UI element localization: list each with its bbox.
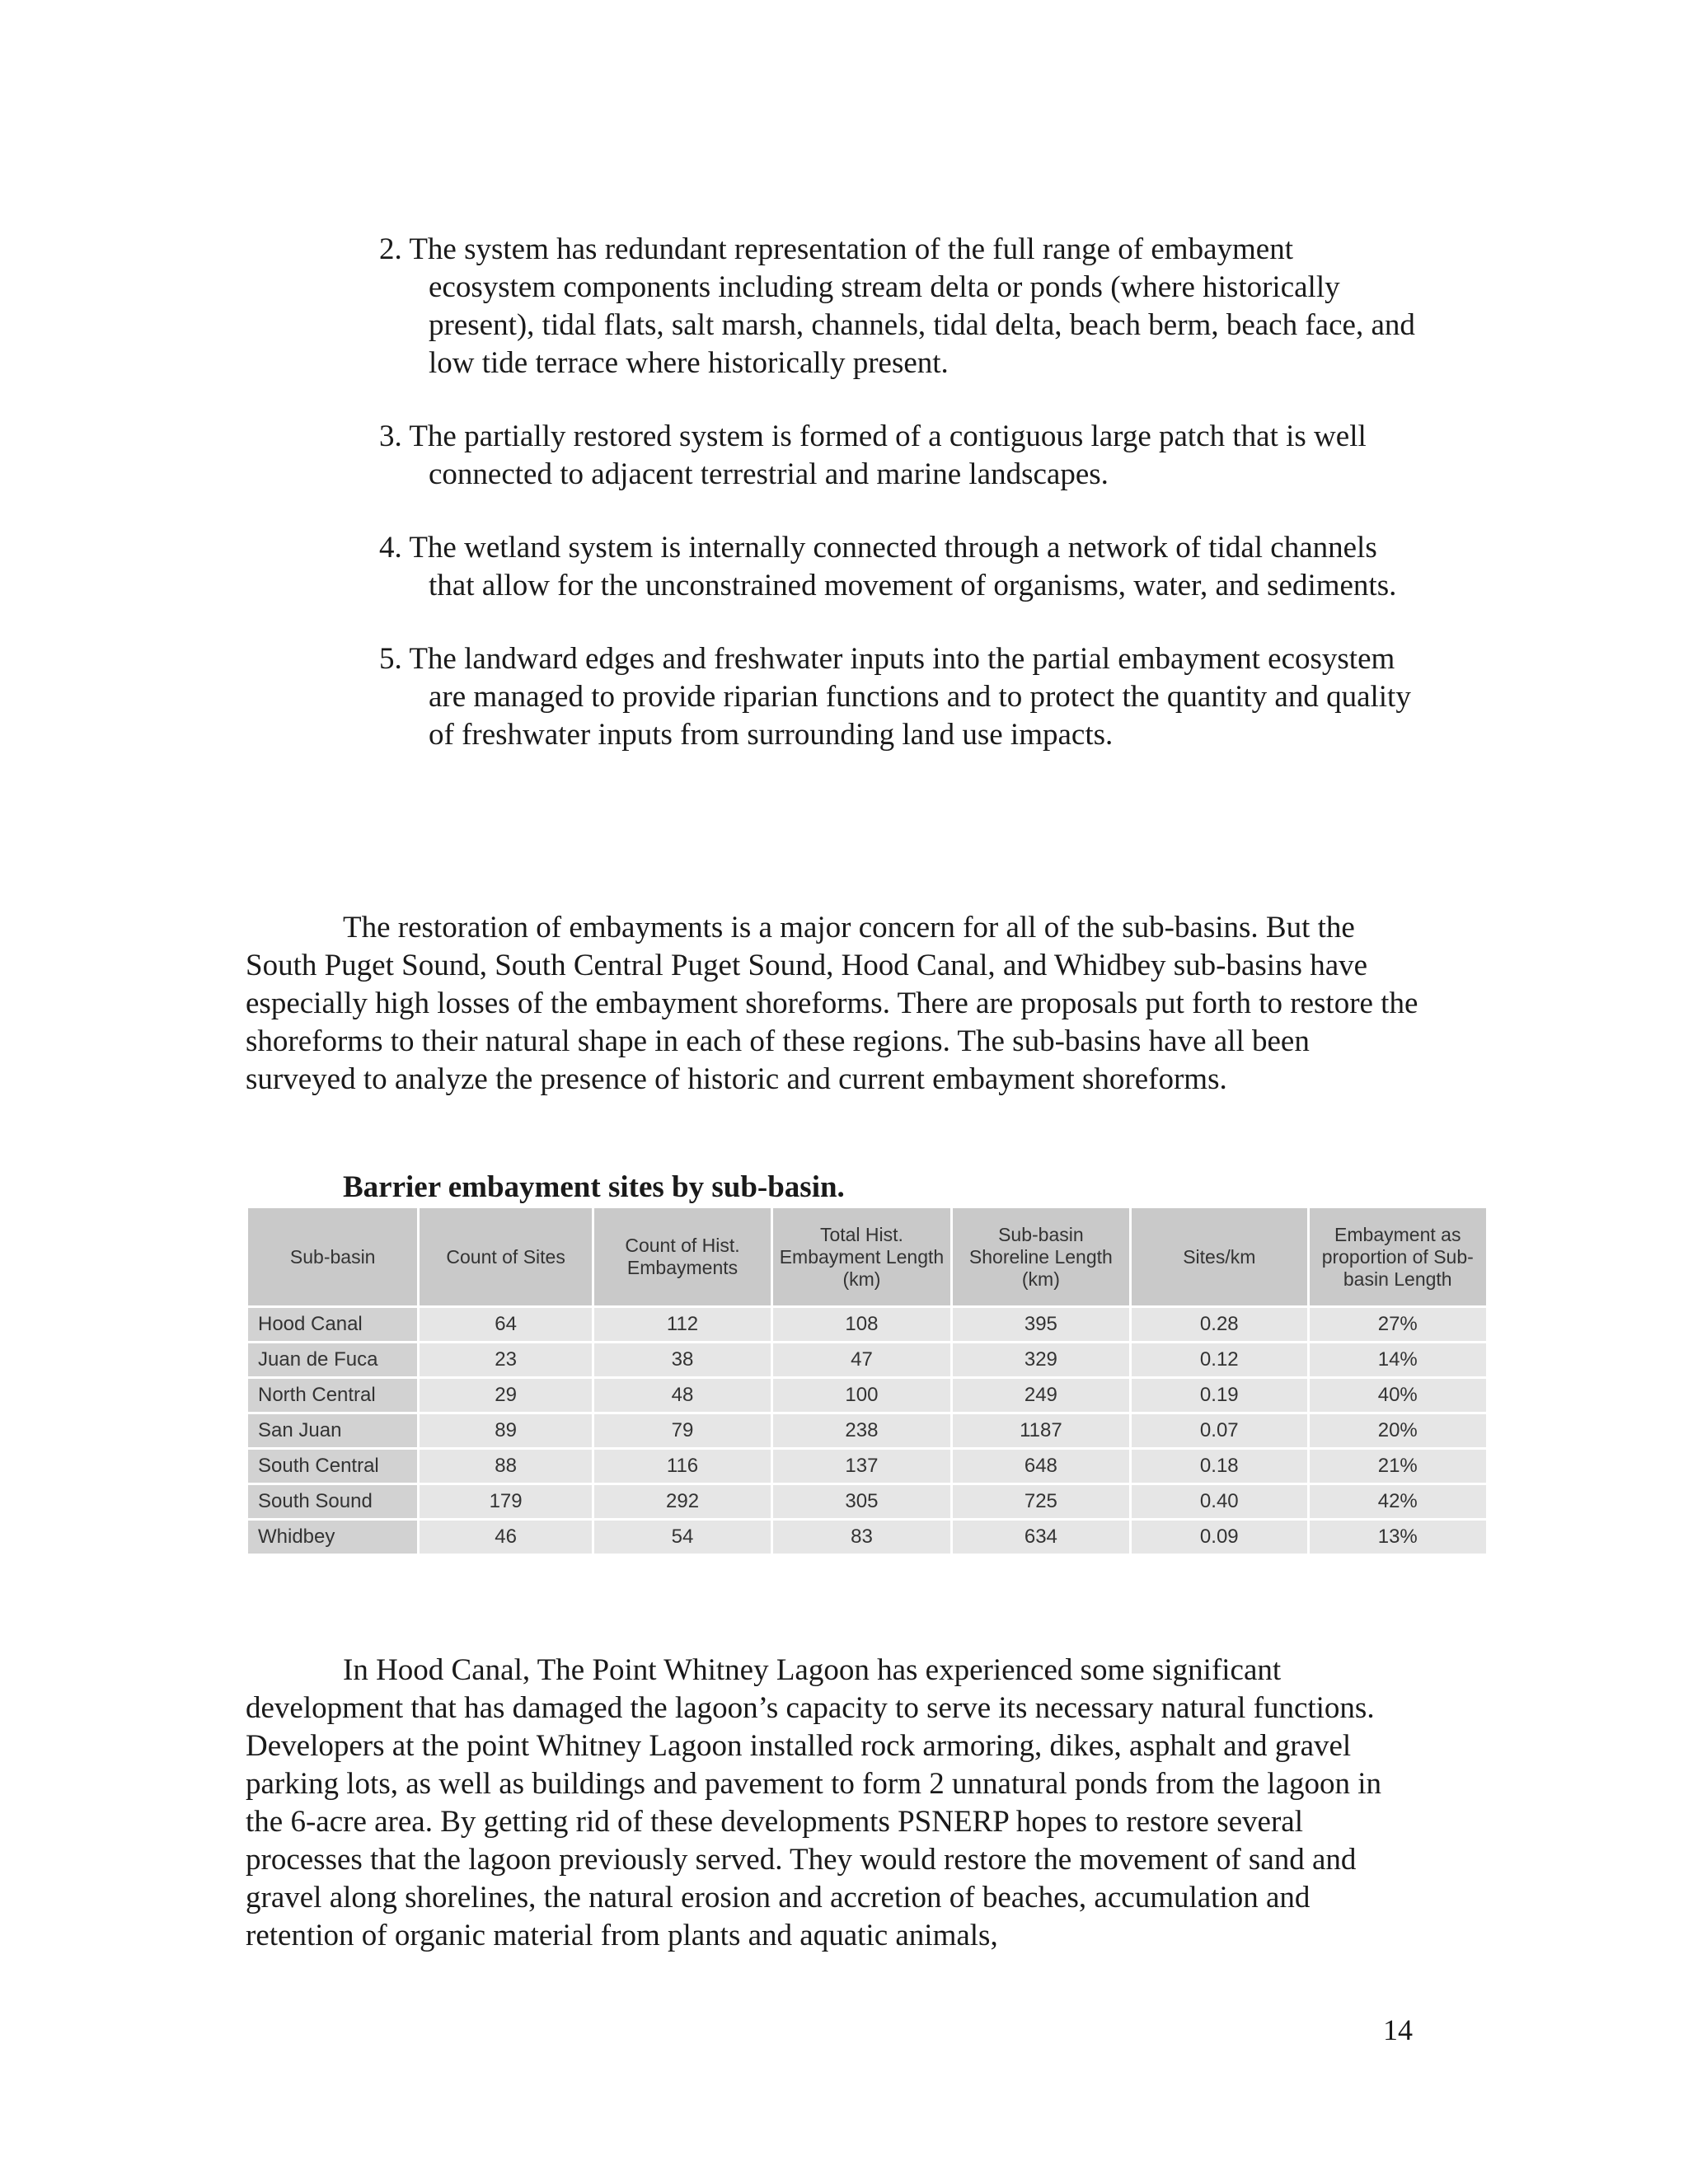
cell-count-of-sites: 46 — [420, 1521, 591, 1554]
cell-count-hist-embayments: 38 — [594, 1343, 771, 1376]
paragraph-hood-canal: In Hood Canal, The Point Whitney Lagoon has experienced some significant development that has damaged the lagoon’s capacity to serve its necessary natural functions. Developers at the point Whitney Lagoon installed rock armoring, dikes, asphalt and gravel parking lots, as well as buildings and pavement to form 2 unnatural ponds from the lagoon in the 6-acre area. By getting rid of these developments PSNERP hopes to restore several processes that the lagoon previously served. They would restore the movement of sand and gravel along shorelines, the natural erosion and accretion of beaches, accumulation and retention of organic material from plants and aquatic animals, — [246, 1653, 1381, 1952]
cell-sites-per-km: 0.19 — [1132, 1379, 1306, 1412]
cell-embayment-proportion: 13% — [1310, 1521, 1487, 1554]
cell-shoreline-length: 634 — [953, 1521, 1129, 1554]
criteria-item-4: 4. The wetland system is internally connected through a network of tidal channels that allow for the unconstrained movement of organisms, water, and sediments. — [379, 531, 1397, 602]
cell-sites-per-km: 0.28 — [1132, 1308, 1306, 1341]
cell-count-hist-embayments: 79 — [594, 1414, 771, 1447]
criteria-item-5: 5. The landward edges and freshwater inputs into the partial embayment ecosystem are managed to provide riparian functions and to protect the quantity and quality of freshwater inputs from surrounding land use impacts. — [379, 642, 1411, 752]
table-header-row — [248, 1208, 1486, 1305]
cell-sub-basin: Juan de Fuca — [248, 1343, 417, 1376]
cell-sub-basin: South Sound — [248, 1485, 417, 1518]
header-total-hist-length: Total Hist. Embayment Length (km) — [773, 1208, 950, 1305]
header-count-of-sites: Count of Sites — [420, 1208, 591, 1305]
table-row — [248, 1414, 1486, 1447]
header-count-hist-embayments: Count of Hist. Embayments — [594, 1208, 771, 1305]
cell-embayment-proportion: 27% — [1310, 1308, 1487, 1341]
cell-sub-basin: Hood Canal — [248, 1308, 417, 1341]
cell-sites-per-km: 0.12 — [1132, 1343, 1306, 1376]
header-sub-basin: Sub-basin — [248, 1208, 417, 1305]
table-row — [248, 1379, 1486, 1412]
cell-count-of-sites: 64 — [420, 1308, 591, 1341]
cell-count-of-sites: 88 — [420, 1450, 591, 1483]
cell-count-of-sites: 23 — [420, 1343, 591, 1376]
cell-embayment-proportion: 21% — [1310, 1450, 1487, 1483]
cell-shoreline-length: 395 — [953, 1308, 1129, 1341]
cell-count-hist-embayments: 292 — [594, 1485, 771, 1518]
cell-count-hist-embayments: 48 — [594, 1379, 771, 1412]
header-embayment-proportion: Embayment as proportion of Sub-basin Length — [1310, 1208, 1487, 1305]
cell-total-hist-length: 47 — [773, 1343, 950, 1376]
criteria-item-2: 2. The system has redundant representation of the full range of embayment ecosystem components including stream delta or ponds (where historically present), tidal flats, salt marsh, channels, tidal delta, beach berm, beach face, and low tide terrace where historically present. — [379, 232, 1415, 380]
cell-count-hist-embayments: 54 — [594, 1521, 771, 1554]
cell-shoreline-length: 249 — [953, 1379, 1129, 1412]
criteria-item-3: 3. The partially restored system is formed of a contiguous large patch that is well connected to adjacent terrestrial and marine landscapes. — [379, 419, 1367, 491]
cell-embayment-proportion: 40% — [1310, 1379, 1487, 1412]
cell-total-hist-length: 238 — [773, 1414, 950, 1447]
cell-total-hist-length: 100 — [773, 1379, 950, 1412]
cell-count-hist-embayments: 116 — [594, 1450, 771, 1483]
cell-count-hist-embayments: 112 — [594, 1308, 771, 1341]
table-row — [248, 1485, 1486, 1518]
cell-total-hist-length: 108 — [773, 1308, 950, 1341]
header-shoreline-length: Sub-basin Shoreline Length (km) — [953, 1208, 1129, 1305]
table-row — [248, 1450, 1486, 1483]
cell-shoreline-length: 329 — [953, 1343, 1129, 1376]
table-row — [248, 1521, 1486, 1554]
cell-sub-basin: Whidbey — [248, 1521, 417, 1554]
cell-count-of-sites: 29 — [420, 1379, 591, 1412]
header-sites-per-km: Sites/km — [1132, 1208, 1306, 1305]
cell-sites-per-km: 0.18 — [1132, 1450, 1306, 1483]
page-number: 14 — [1383, 2013, 1413, 2046]
table-caption: Barrier embayment sites by sub-basin. — [343, 1170, 845, 1204]
cell-sites-per-km: 0.40 — [1132, 1485, 1306, 1518]
cell-sites-per-km: 0.07 — [1132, 1414, 1306, 1447]
cell-sub-basin: South Central — [248, 1450, 417, 1483]
criteria-list — [379, 231, 1418, 790]
cell-embayment-proportion: 20% — [1310, 1414, 1487, 1447]
cell-shoreline-length: 725 — [953, 1485, 1129, 1518]
cell-sites-per-km: 0.09 — [1132, 1521, 1306, 1554]
cell-total-hist-length: 305 — [773, 1485, 950, 1518]
cell-count-of-sites: 179 — [420, 1485, 591, 1518]
cell-embayment-proportion: 42% — [1310, 1485, 1487, 1518]
cell-count-of-sites: 89 — [420, 1414, 591, 1447]
cell-sub-basin: San Juan — [248, 1414, 417, 1447]
cell-sub-basin: North Central — [248, 1379, 417, 1412]
table-row — [248, 1308, 1486, 1341]
cell-total-hist-length: 83 — [773, 1521, 950, 1554]
embayment-table — [246, 1206, 1489, 1556]
paragraph-restoration: The restoration of embayments is a major concern for all of the sub-basins. But the South Puget Sound, South Central Puget Sound, Hood Canal, and Whidbey sub-basins have especially high losses of the embayment shoreforms. There are proposals put forth to restore the shoreforms to their natural shape in each of these regions. The sub-basins have all been surveyed to analyze the presence of historic and current embayment shoreforms. — [246, 911, 1418, 1096]
table-row — [248, 1343, 1486, 1376]
cell-total-hist-length: 137 — [773, 1450, 950, 1483]
cell-shoreline-length: 648 — [953, 1450, 1129, 1483]
cell-embayment-proportion: 14% — [1310, 1343, 1487, 1376]
cell-shoreline-length: 1187 — [953, 1414, 1129, 1447]
